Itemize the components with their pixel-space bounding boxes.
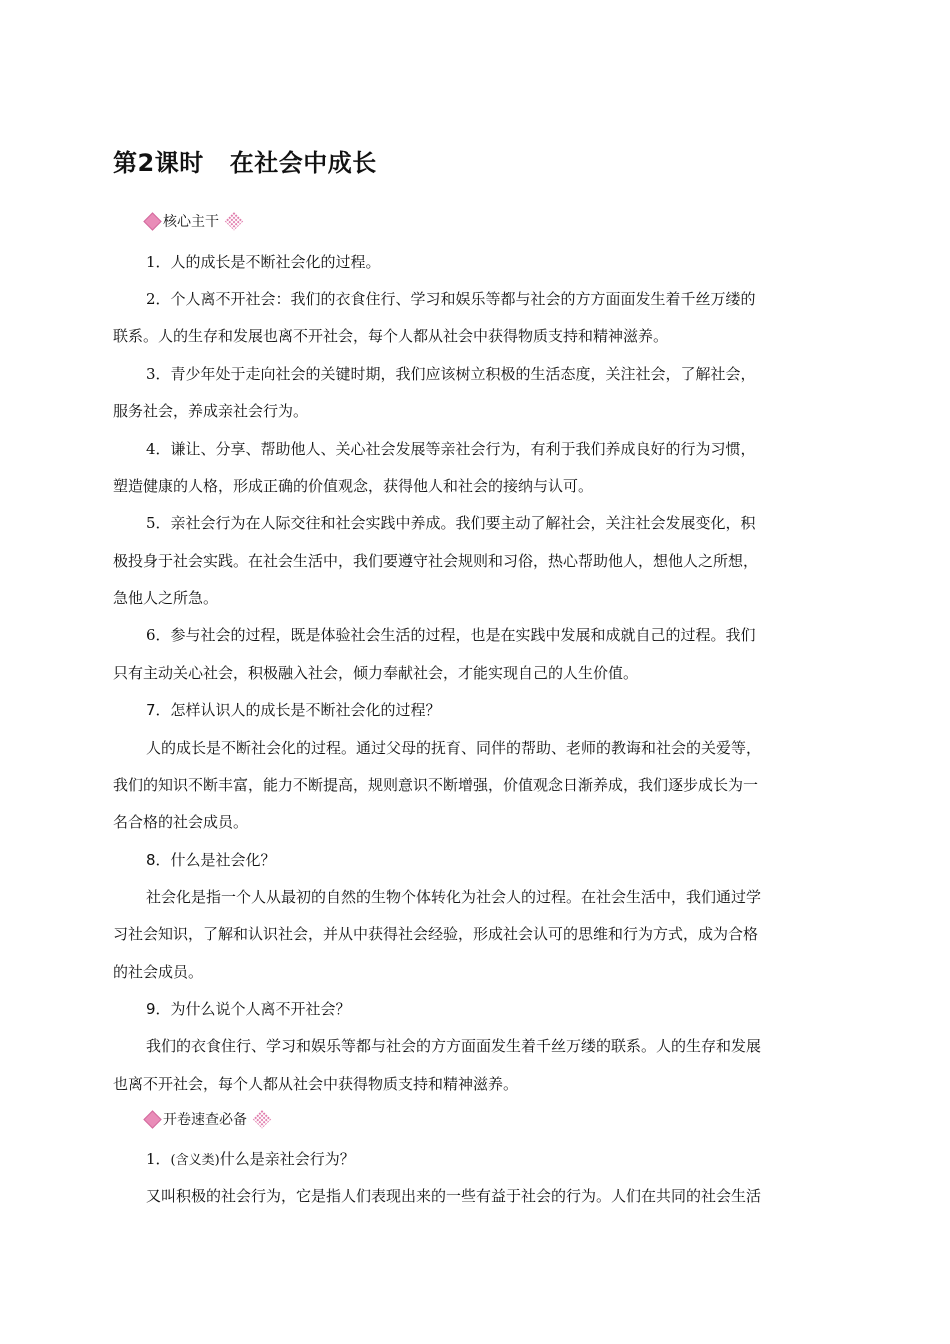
section-heading-core: 核心主干 [146,211,243,231]
list-item-continued: 塑造健康的人格，形成正确的价值观念，获得他人和社会的接纳与认可。 [113,477,594,495]
answer-paragraph-continued: 名合格的社会成员。 [113,813,249,831]
answer-paragraph: 我们的衣食住行、学习和娱乐等都与社会的方方面面发生着千丝万缕的联系。人的生存和发展 [146,1037,762,1055]
list-item: 6．参与社会的过程，既是体验社会生活的过程，也是在实践中发展和成就自己的过程。我们 [146,626,756,644]
list-item-continued: 服务社会，养成亲社会行为。 [113,402,309,420]
answer-paragraph-continued: 也离不开社会，每个人都从社会中获得物质支持和精神滋养。 [113,1075,519,1093]
question-heading: 9．为什么说个人离不开社会？ [146,1000,351,1018]
answer-paragraph: 社会化是指一个人从最初的自然的生物个体转化为社会人的过程。在社会生活中，我们通过学 [146,888,762,906]
list-item: 5．亲社会行为在人际交往和社会实践中养成。我们要主动了解社会，关注社会发展变化，积 [146,514,756,532]
list-item-continued: 急他人之所急。 [113,589,219,607]
list-item-continued: 只有主动关心社会，积极融入社会，倾力奉献社会，才能实现自己的人生价值。 [113,664,639,682]
answer-paragraph: 又叫积极的社会行为，它是指人们表现出来的一些有益于社会的行为。人们在共同的社会生活 [146,1187,762,1205]
dot-pattern-icon [224,211,243,230]
dot-pattern-icon [252,1109,271,1128]
answer-paragraph-continued: 我们的知识不断丰富，能力不断提高，规则意识不断增强，价值观念日渐养成，我们逐步成长为一 [113,776,759,794]
list-item: 4．谦让、分享、帮助他人、关心社会发展等亲社会行为，有利于我们养成良好的行为习惯， [146,440,756,458]
list-item: 2．个人离不开社会：我们的衣食住行、学习和娱乐等都与社会的方方面面发生着千丝万缕的 [146,290,756,308]
answer-paragraph: 人的成长是不断社会化的过程。通过父母的抚育、同伴的帮助、老师的教诲和社会的关爱等， [146,739,762,757]
list-item-continued: 极投身于社会实践。在社会生活中，我们要遵守社会规则和习俗，热心帮助他人，想他人之所想， [113,552,759,570]
diamond-icon [143,1110,161,1128]
question-heading: 8．什么是社会化？ [146,851,276,869]
list-item-continued: 联系。人的生存和发展也离不开社会，每个人都从社会中获得物质支持和精神滋养。 [113,327,669,345]
question-heading: 7．怎样认识人的成长是不断社会化的过程？ [146,701,441,719]
answer-paragraph-continued: 的社会成员。 [113,963,204,981]
list-item: 1．人的成长是不断社会化的过程。 [146,253,381,271]
page-title: 第2课时 在社会中成长 [113,149,377,177]
diamond-icon [143,212,161,230]
list-item: 3．青少年处于走向社会的关键时期，我们应该树立积极的生活态度，关注社会，了解社会， [146,365,756,383]
answer-paragraph-continued: 习社会知识，了解和认识社会，并从中获得社会经验，形成社会认可的思维和行为方式，成为合格 [113,925,759,943]
question-heading: 1．(含义类)什么是亲社会行为？ [146,1150,355,1168]
section-heading-quick-reference: 开卷速查必备 [146,1109,271,1129]
